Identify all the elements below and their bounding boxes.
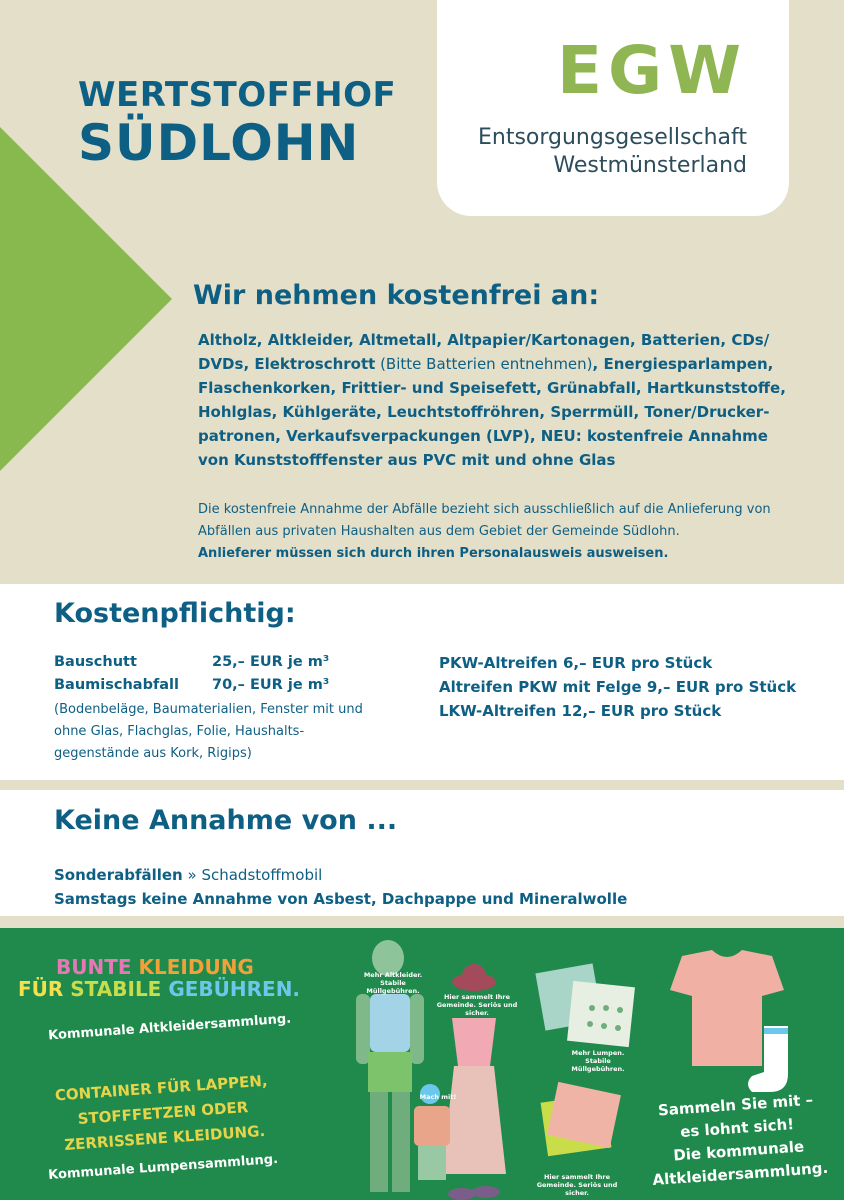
blouse-icon xyxy=(452,1018,496,1066)
page-title xyxy=(78,75,397,172)
sammeln-line: es lohnt sich! xyxy=(679,1115,795,1141)
free-note xyxy=(198,499,808,565)
leg-icon xyxy=(392,1092,410,1192)
container-headline xyxy=(46,1068,281,1159)
headline-word: BUNTE xyxy=(56,955,132,979)
headline-word: FÜR xyxy=(18,977,64,1001)
none-lines xyxy=(54,863,627,911)
divider xyxy=(0,780,844,790)
free-list-part-a: Altholz, Altkleider, Altmetall, Altpapier/Kartonagen, Batterien, CDs/ DVDs, Elektroschrott xyxy=(198,331,770,373)
none-heading: Keine Annahme von ... xyxy=(54,805,398,836)
tiny-caption: Mehr Lumpen. Stabile Müllgebühren. xyxy=(571,1049,625,1073)
logo-letters: EGW xyxy=(556,32,747,109)
headline-word: KLEIDUNG xyxy=(138,955,254,979)
free-list-light: (Bitte Batterien entnehmen) xyxy=(375,355,593,373)
paid-row xyxy=(54,651,374,674)
free-items-list xyxy=(198,328,798,472)
bunte-headline xyxy=(18,955,301,1001)
altkleider-label: Kommunale Altkleidersammlung. xyxy=(47,1011,292,1044)
tiny-caption: Mehr Altkleider. Stabile Müllgebühren. xyxy=(363,971,423,995)
free-heading: Wir nehmen kostenfrei an: xyxy=(193,280,600,311)
tiny-caption: Hier sammelt Ihre Gemeinde. Seriös und sicher. xyxy=(536,1173,618,1197)
paid-price: 70,– EUR je m³ xyxy=(212,677,330,693)
arm-icon xyxy=(356,994,370,1064)
container-line: STOFFFETZEN ODER xyxy=(77,1098,249,1128)
lumpen-label: Kommunale Lumpensammlung. xyxy=(47,1151,279,1184)
arm-icon xyxy=(410,994,424,1064)
skirt-icon xyxy=(442,1066,506,1174)
tiny-caption: Hier sammelt Ihre Gemeinde. Seriös und sicher. xyxy=(436,993,518,1017)
shoe-icon xyxy=(448,1188,476,1200)
leg-icon xyxy=(370,1092,388,1192)
headline-word: STABILE xyxy=(70,977,162,1001)
none-line2: Samstags keine Annahme von Asbest, Dachpappe und Mineralwolle xyxy=(54,890,628,908)
arrow-icon: » xyxy=(182,866,202,884)
logo-subtitle xyxy=(478,124,747,179)
none-line1-rest: Schadstoffmobil xyxy=(201,866,323,884)
tire-item: LKW-Altreifen 12,– EUR pro Stück xyxy=(439,702,722,720)
logo-sub-line2: Westmünsterland xyxy=(553,152,747,178)
paid-heading: Kostenpflichtig: xyxy=(54,598,296,629)
none-line1 xyxy=(54,863,627,887)
shorts-icon xyxy=(368,1052,412,1092)
title-line2: SÜDLOHN xyxy=(78,114,360,172)
tires-list xyxy=(439,651,796,723)
sammeln-line: Sammeln Sie mit – xyxy=(657,1090,814,1120)
none-line1-bold: Sonderabfällen xyxy=(54,866,183,884)
title-line1: WERTSTOFFHOF xyxy=(78,75,397,115)
egw-logo xyxy=(437,0,789,216)
clothing-campaign-banner xyxy=(0,928,844,1200)
paid-row xyxy=(54,674,374,697)
tire-item: Altreifen PKW mit Felge 9,– EUR pro Stück xyxy=(439,678,797,696)
tire-item: PKW-Altreifen 6,– EUR pro Stück xyxy=(439,654,713,672)
paid-price: 25,– EUR je m³ xyxy=(212,654,330,670)
sammeln-text xyxy=(647,1088,829,1192)
headline-row2 xyxy=(18,978,300,1000)
rag-icon xyxy=(567,981,635,1047)
free-list-part-b: , Energiesparlampen, Flaschenkorken, Frittier- und Speisefett, Grünabfall, Hartkunststoffe, Hohlglas, Kühlgeräte, Leuchtstoffröhren, Sperrmüll, Toner/Drucker-patronen, Verkaufsverpackungen (LVP), NEU: kostenfreie Annahme von Kunststofffenster aus PVC mit und ohne Glas xyxy=(198,355,786,469)
sammeln-line: Die kommunale xyxy=(672,1137,805,1165)
container-line: ZERRISSENE KLEIDUNG. xyxy=(63,1121,266,1154)
container-line: CONTAINER FÜR LAPPEN, xyxy=(54,1071,269,1105)
tshirt-sock-illustration xyxy=(652,946,802,1096)
green-triangle xyxy=(0,127,172,471)
shoe-icon xyxy=(472,1186,500,1198)
free-note-bold: Anlieferer müssen sich durch ihren Personalausweis ausweisen. xyxy=(198,546,669,561)
paid-left-column xyxy=(54,651,374,765)
paid-item: Bauschutt xyxy=(54,654,137,670)
child-shirt-icon xyxy=(414,1106,450,1146)
paid-note: (Bodenbeläge, Baumaterialien, Fenster mit und ohne Glas, Flachglas, Folie, Haushalts-gegenstände aus Kork, Rigips) xyxy=(54,702,363,761)
shirt-icon xyxy=(370,994,410,1052)
tiny-caption: Mach mit! xyxy=(419,1093,457,1101)
headline-word: GEBÜHREN. xyxy=(168,977,301,1001)
free-note-text: Die kostenfreie Annahme der Abfälle bezieht sich ausschließlich auf die Anlieferung von Abfällen aus privaten Haushalten aus dem Gebiet der Gemeinde Südlohn. xyxy=(198,502,771,539)
sammeln-line: Altkleidersammlung. xyxy=(651,1158,829,1190)
divider xyxy=(0,916,844,928)
paid-item: Baumischabfall xyxy=(54,677,179,693)
logo-sub-line1: Entsorgungsgesellschaft xyxy=(477,125,747,150)
